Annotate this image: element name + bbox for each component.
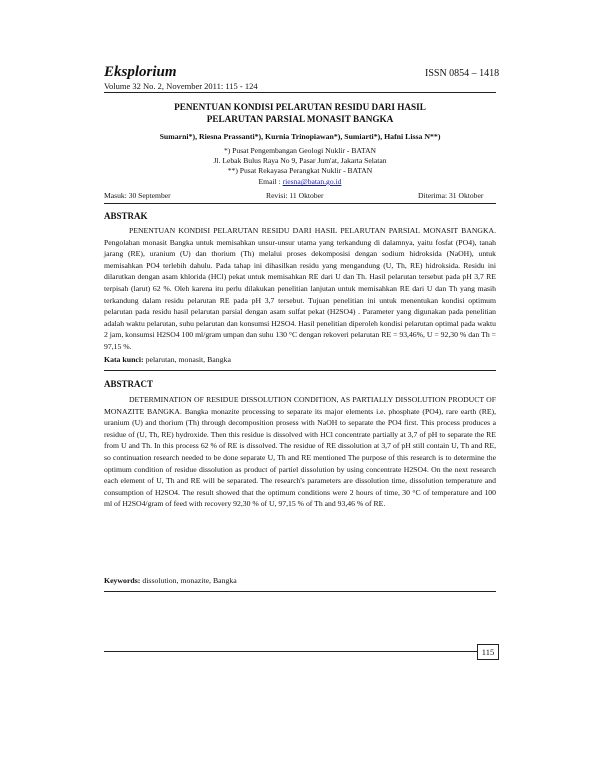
email-link[interactable]: riesna@batan.go.id — [282, 177, 342, 186]
abstract-heading: ABSTRACT — [104, 379, 154, 389]
authors: Sumarni*), Riesna Prassanti*), Kurnia Trinopiawan*), Sumiarti*), Hafni Lissa N**) — [159, 132, 441, 141]
journal-name: Eksplorium — [104, 64, 177, 80]
email-label: Email : — [258, 177, 283, 186]
affiliation-2: **) Pusat Rekayasa Perangkat Nuklir - BATAN — [227, 166, 373, 175]
header-rule — [104, 92, 496, 93]
abstrak-body: PENENTUAN KONDISI PELARUTAN RESIDU DARI HASIL PELARUTAN PARSIAL MONASIT BANGKA. Pengolahan monasit Bangka untuk memisahkan unsur-unsur utama yang terkandung di dalamnya, yaitu fosfat (PO4), tanah jarang (RE), uranium (U) dan thorium (Th) melalui proses dekomposisi dengan sodium hidroksida (NaOH), untuk memisahkan PO4 terlebih dahulu. Pada tahap ini dihasilkan residu yang mengandung (U, Th, RE) hidroksida. Residu ini dilarutkan dengan asam khlorida (HCl) pekat untuk memisahkan RE dari U dan Th. Hasil pelarutan tersebut pada pH 3,7 RE terpisah (larut) 62 %. Oleh karena itu perlu dilakukan penelitian lanjutan untuk memisahkan RE dari U dan Th yang masih terkandung dalam residu pelarutan RE pada pH 3,7 tersebut. Tujuan penelitian ini untuk menentukan kondisi optimum pelarutan pada residu hasil pelarutan parsial dengan asam sulfat pekat (H2SO4) . Parameter yang digunakan pada penelitian adalah waktu pelarutan, suhu pelarutan dan konsumsi H2SO4. Hasil penelitian diperoleh kondisi pelarutan optimal pada waktu 2 jam, konsumsi H2SO4 100 ml/gram umpan dan suhu 130 °C dengan rekoveri pelarutan RE = 93,46%, U = 92,30 % dan Th = 97,15 %. — [104, 226, 496, 351]
page-number: 115 — [477, 644, 499, 660]
abstract-body: DETERMINATION OF RESIDUE DISSOLUTION CONDITION, AS PARTIALLY DISSOLUTION PRODUCT OF MONAZITE BANGKA. Bangka monazite processing to separate its major elements i.e. phosphate (PO4), rare earth (RE), uranium (U) and thorium (Th) through decomposition prosess with NaOH to separate the PO4 first. This process produces a residue of (U, Th, RE) hydroxide. Then this residue is dissolved with HCl concentrate partially at 3,7 of pH to separate the RE from U and Th. In this process 62 % of RE is dissolved. The residue of RE dissolution at 3,7 of pH still contain U, Th and RE, so continuation research needed to be done separate U, Th and RE mentioned The purpose of this research is to determine the optimum condition of residue dissolution as product of partiel dissolution by using concentrate H2SO4. On the next research each element of U, Th and RE will be separated. The research's parameters are dissolution time, dissolution temperature and consumption of H2SO4. The result showed that the optimum conditions were 2 hours of time, 30 °C of temperature and 100 ml of H2SO4/gram of feed with recovery 92,30 % of U, 97,15 % of Th and 93,46 % of RE. — [104, 395, 496, 509]
date-accepted: Diterima: 31 Oktober — [418, 191, 484, 200]
volume-info: Volume 32 No. 2, November 2011: 115 - 124 — [104, 81, 258, 91]
keywords-value: dissolution, monazite, Bangka — [140, 576, 237, 585]
title-line-1: PENENTUAN KONDISI PELARUTAN RESIDU DARI HASIL — [174, 102, 426, 112]
abstract-keywords — [104, 576, 237, 585]
affiliation-1: *) Pusat Pengembangan Geologi Nuklir - BATAN — [223, 146, 377, 155]
abstrak-rule — [104, 370, 496, 371]
kata-kunci-value: pelarutan, monasit, Bangka — [143, 355, 231, 364]
dates-rule — [104, 203, 496, 204]
issn: ISSN 0854 – 1418 — [425, 68, 500, 79]
affiliation-address: Jl. Lebak Bulus Raya No 9, Pasar Jum'at, Jakarta Selatan — [213, 156, 387, 165]
date-received: Masuk: 30 September — [104, 191, 171, 200]
abstrak-heading: ABSTRAK — [104, 211, 148, 221]
footer-rule — [104, 651, 477, 652]
abstract-rule — [104, 591, 496, 592]
kata-kunci-label: Kata kunci: — [104, 355, 144, 364]
email-line — [104, 177, 496, 186]
keywords-label: Keywords: — [104, 576, 141, 585]
title-line-2: PELARUTAN PARSIAL MONASIT BANGKA — [206, 114, 394, 124]
date-revised: Revisi: 11 Oktober — [266, 191, 324, 200]
abstrak-keywords — [104, 355, 231, 364]
